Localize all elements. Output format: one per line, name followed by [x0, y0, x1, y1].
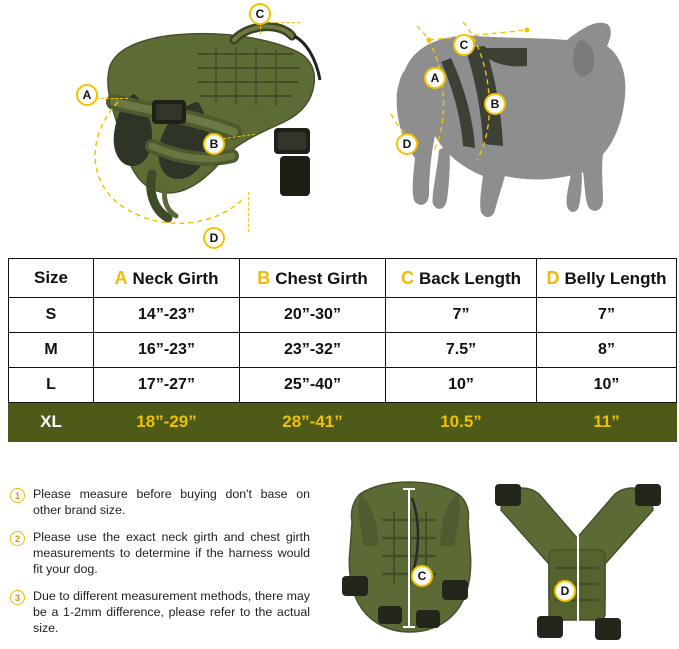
header-letter-d: D	[546, 267, 560, 288]
callout-badge-dog-b: B	[484, 93, 506, 115]
cell-back: 7.5”	[386, 333, 537, 368]
cell-chest: 28”-41”	[240, 403, 386, 442]
header-letter-c: C	[400, 267, 414, 288]
header-belly-length: D Belly Length	[537, 259, 677, 298]
table-header-row	[9, 259, 677, 298]
size-table-wrapper	[8, 258, 671, 442]
callout-badge-bottom-c: C	[411, 565, 433, 587]
callout-badge-dog-d: D	[396, 133, 418, 155]
note-item	[10, 588, 310, 636]
callout-badge-bottom-d: D	[554, 580, 576, 602]
cell-belly: 11”	[537, 403, 677, 442]
callout-badge-dog-a: A	[424, 67, 446, 89]
cell-neck: 14”-23”	[94, 298, 240, 333]
header-neck-girth: A Neck Girth	[94, 259, 240, 298]
note-text: Please use the exact neck girth and chest girth measurements to determine if the harness would fit your dog.	[33, 530, 310, 576]
header-chest-girth: B Chest Girth	[240, 259, 386, 298]
size-table	[8, 258, 677, 442]
harness-belly-view	[485, 480, 672, 645]
cell-belly: 7”	[537, 298, 677, 333]
note-number: 3	[10, 590, 25, 605]
callout-badge-harness-c: C	[249, 3, 271, 25]
header-letter-b: B	[257, 267, 271, 288]
cell-size: L	[9, 368, 94, 403]
dog-diagram	[345, 4, 655, 232]
notes-list	[10, 486, 310, 647]
callout-badge-harness-d: D	[203, 227, 225, 249]
header-letter-a: A	[114, 267, 128, 288]
cell-back: 10.5”	[386, 403, 537, 442]
cell-size: XL	[9, 403, 94, 442]
cell-chest: 20”-30”	[240, 298, 386, 333]
cell-belly: 8”	[537, 333, 677, 368]
cell-chest: 23”-32”	[240, 333, 386, 368]
callout-badge-harness-a: A	[76, 84, 98, 106]
bottom-product-photos	[320, 480, 672, 645]
table-row	[9, 333, 677, 368]
top-illustration-area	[0, 0, 679, 245]
note-text: Please measure before buying don't base on other brand size.	[33, 487, 310, 517]
table-row	[9, 368, 677, 403]
harness-guide-d	[248, 192, 249, 232]
cell-size: S	[9, 298, 94, 333]
callout-badge-harness-b: B	[203, 133, 225, 155]
harness-back-view	[320, 480, 490, 645]
table-row	[9, 298, 677, 333]
cell-belly: 10”	[537, 368, 677, 403]
note-text: Due to different measurement methods, there may be a 1-2mm difference, please refer to the actual size.	[33, 589, 310, 635]
cell-neck: 16”-23”	[94, 333, 240, 368]
cell-back: 10”	[386, 368, 537, 403]
cell-chest: 25”-40”	[240, 368, 386, 403]
cell-back: 7”	[386, 298, 537, 333]
header-back-length: C Back Length	[386, 259, 537, 298]
header-size: Size	[9, 259, 94, 298]
table-row-highlighted	[9, 403, 677, 442]
note-item	[10, 486, 310, 518]
cell-size: M	[9, 333, 94, 368]
cell-neck: 18”-29”	[94, 403, 240, 442]
note-item	[10, 529, 310, 577]
cell-neck: 17”-27”	[94, 368, 240, 403]
note-number: 2	[10, 531, 25, 546]
callout-badge-dog-c: C	[453, 34, 475, 56]
note-number: 1	[10, 488, 25, 503]
harness-product-photo	[48, 6, 328, 232]
dog-dashed-measures	[345, 4, 655, 232]
